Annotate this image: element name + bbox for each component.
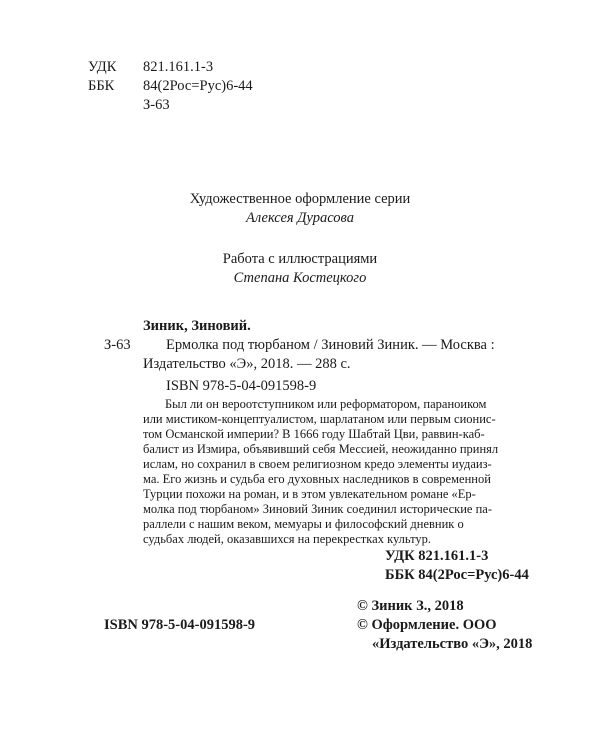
- annotation-line: ма. Его жизнь и судьба его духовных наследников в современной: [143, 472, 491, 486]
- author-sign: З-63: [143, 97, 170, 113]
- bib-isbn: ISBN 978-5-04-091598-9: [166, 378, 317, 394]
- bbk-value: 84(2Рос=Рус)6-44: [143, 78, 253, 94]
- annotation: [143, 397, 535, 547]
- copyright-line1: © Зиник З., 2018: [357, 598, 464, 614]
- illus-credit-name: Степана Костецкого: [233, 270, 367, 286]
- bbk-label: ББК: [88, 78, 115, 94]
- bottom-bbk: ББК 84(2Рос=Рус)6-44: [385, 567, 529, 583]
- annotation-line: или мистиком-концептуалистом, шарлатаном или первым сионис-: [143, 412, 496, 426]
- design-credit-name: Алексея Дурасова: [246, 210, 354, 226]
- annotation-line: Турции похожи на роман, и в этом увлекательном романе «Ер-: [143, 487, 476, 501]
- annotation-line: Был ли он вероотступником или реформатором, параноиком: [165, 397, 487, 411]
- annotation-line: балист из Измира, объявивший себя Мессией, неожиданно принял: [143, 442, 499, 456]
- isbn-bottom: ISBN 978-5-04-091598-9: [104, 617, 256, 633]
- annotation-line: том Османской империи? В 1666 году Шабтай Цви, раввин-каб-: [143, 427, 485, 441]
- illus-credit-line: Работа с иллюстрациями: [222, 251, 378, 267]
- udk-value: 821.161.1-3: [143, 59, 214, 75]
- annotation-line: судьбах людей, оказавшихся на перекрестках культур.: [143, 532, 432, 546]
- annotation-line: раллели с нашим веком, мемуары и философский дневник о: [143, 517, 464, 531]
- bib-title-line2: Издательство «Э», 2018. — 288 с.: [143, 356, 351, 372]
- copyright-line2: © Оформление. ООО: [357, 617, 497, 633]
- design-credit-line: Художественное оформление серии: [189, 191, 411, 207]
- bib-sign: З-63: [104, 337, 131, 353]
- annotation-line: молка под тюрбаном» Зиновий Зиник соединил исторические па-: [143, 502, 493, 516]
- copyright-line3: «Издательство «Э», 2018: [372, 636, 533, 652]
- udk-label: УДК: [88, 59, 117, 75]
- bib-author: Зиник, Зиновий.: [143, 318, 251, 334]
- annotation-line: ислам, но сохранил в своем религиозном кредо элементы иудаиз-: [143, 457, 492, 471]
- bib-title-line1: Ермолка под тюрбаном / Зиновий Зиник. — Москва :: [166, 337, 495, 353]
- bottom-udk: УДК 821.161.1-3: [385, 548, 489, 564]
